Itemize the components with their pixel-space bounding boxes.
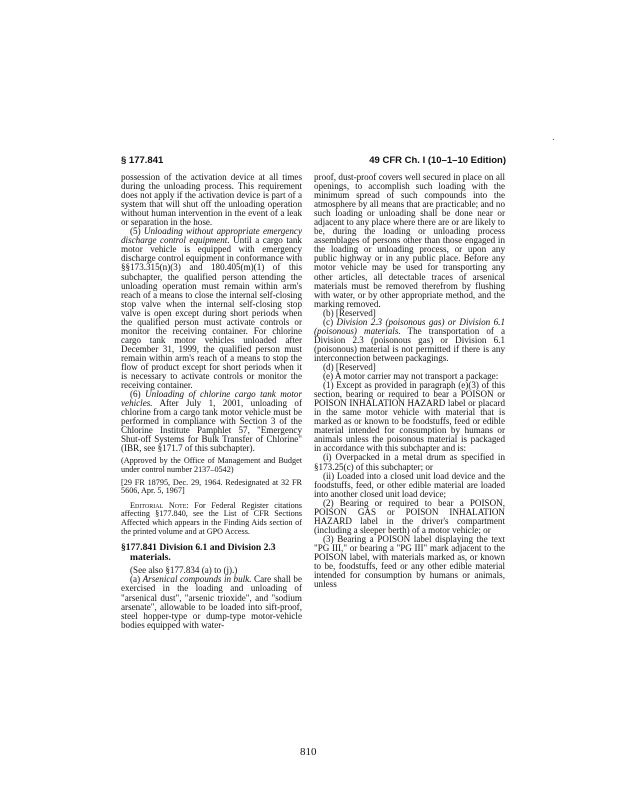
- paragraph-d: (d) [Reserved]: [323, 361, 376, 372]
- source-citation: [29 FR 18795, Dec. 29, 1964. Redesignated at 32 FR 5606, Apr. 5, 1967]: [121, 477, 302, 496]
- paragraph-number: (a): [130, 574, 141, 585]
- paragraph-e3: (3) Bearing a POISON label displaying the text "PG III," or bearing a "PG III" mark adjacent to the POISON label, with materials marked as, or known to be, foodstuffs, feed or any other edible material intended for consumption by humans or animals, unless: [314, 533, 505, 590]
- paragraph-6: [121, 390, 302, 453]
- paragraph-e: (e) A motor carrier may not transport a package:: [323, 371, 499, 382]
- paragraph-continued: proof, dust-proof covers well secured in place on all openings, to accomplish such loading with the minimum spread of such compounds into the atmosphere by all means that are practicable; and no such loading or unloading shall be done near or adjacent to any place where there are or are likely to be, during the loading or unloading process assemblages of persons other than those engaged in the loading or unloading process, or upon any public highway or in any public place. Before any motor vehicle may be used for transporting any other articles, all detectable traces of arsenical materials must be removed therefrom by flushing with water, or by other appropriate method, and the marking removed.: [314, 172, 505, 309]
- left-column: [121, 173, 302, 630]
- see-also: (See also §177.834 (a) to (j).): [130, 565, 238, 576]
- page-number: 810: [300, 746, 317, 758]
- paragraph-5: [121, 227, 302, 390]
- paragraph-text: Until a cargo tank motor vehicle is equipped with emergency discharge control equipment in conformance with §§173.315(n)(3) and 180.405(m)(1) of this subchapter, the qualified person attending the unloading operation must remain within arm's reach of a means to close the internal self-closing stop valve when the internal self-closing stop valve is open except during short periods when the qualified person must activate controls or monitor the receiving container. For chlorine cargo tank motor vehicles unloaded after December 31, 1999, the qualified person must remain within arm's reach of a means to stop the flow of product except for short periods when it is necessary to activate controls or monitor the receiving container.: [121, 235, 302, 391]
- paragraph-text: The transportation of a Division 2.3 (poisonous gas) or Division 6.1 (poisonous) material is not permitted if there is any interconnection between packagings.: [314, 325, 505, 363]
- paragraph-heading: Arsenical compounds in bulk.: [142, 574, 252, 585]
- paragraph-heading: Division 2.3 (poisonous gas) or Division 6.1 (poisonous) materials.: [314, 316, 505, 336]
- paragraph-b: (b) [Reserved]: [323, 307, 376, 318]
- running-head-title: 49 CFR Ch. I (10–1–10 Edition): [369, 155, 506, 166]
- editorial-note-label: Editorial Note:: [130, 500, 189, 510]
- paragraph-text: After July 1, 2001, unloading of chlorine from a cargo tank motor vehicle must be performed in compliance with Section 3 of the Chlorine Institute Pamphlet 57, "Emergency Shut-off Systems for Bulk Transfer of Chlorine" (IBR, see §171.7 of this subchapter).: [121, 398, 302, 454]
- paragraph-number: (5): [130, 226, 141, 237]
- paragraph-heading: Unloading of chlorine cargo tank motor vehicles.: [121, 389, 302, 409]
- paragraph-text: Care shall be exercised in the loading and unloading of "arsenical dust", "arsenic trioxide", and "sodium arsenate", allowable to be loaded into sift-proof, steel hopper-type or dump-type motor-vehicle bodies equipped with water-: [121, 574, 302, 630]
- omb-approval: (Approved by the Office of Management and Budget under control number 2137–0542): [121, 456, 302, 475]
- paragraph-a: [121, 575, 302, 629]
- paragraph-e1: (1) Except as provided in paragraph (e)(3) of this section, bearing or required to bear a POISON or POISON INHALATION HAZARD label or placard in the same motor vehicle with material that is marked as or known to be foodstuffs, feed or edible material intended for consumption by humans or animals unless the poisonous material is packaged in accordance with this subchapter and is:: [314, 380, 505, 454]
- paragraph-c: [314, 318, 505, 363]
- editorial-note-text: For Federal Register citations affecting §177.840, see the List of CFR Sections Affected which appears in the Finding Aids section of the printed volume and at GPO Access.: [121, 500, 302, 536]
- paragraph-number: (6): [130, 389, 141, 400]
- paragraph-number: (c): [323, 316, 334, 327]
- paragraph-continued: possession of the activation device at all times during the unloading process. This requirement does not apply if the activation device is part of a system that will shut off the unloading operation without human intervention in the event of a leak or separation in the hose.: [121, 172, 302, 228]
- paragraph-e1-i: (i) Overpacked in a metal drum as specified in §173.25(c) of this subchapter; or: [314, 452, 505, 472]
- editorial-note: [121, 502, 302, 536]
- paragraph-e1-ii: (ii) Loaded into a closed unit load device and the foodstuffs, feed, or other edible material are loaded into another closed unit load device;: [314, 470, 505, 499]
- section-heading: §177.841 Division 6.1 and Division 2.3 materials.: [121, 542, 276, 563]
- right-column: [314, 173, 505, 589]
- running-head-section: § 177.841: [121, 155, 164, 166]
- paragraph-e2: (2) Bearing or required to bear a POISON, POISON GAS or POISON INHALATION HAZARD label in the driver's compartment (including a sleeper berth) of a motor vehicle; or: [314, 497, 505, 535]
- paragraph-heading: Unloading without appropriate emergency discharge control equipment.: [121, 226, 302, 246]
- scan-speck: [553, 139, 554, 140]
